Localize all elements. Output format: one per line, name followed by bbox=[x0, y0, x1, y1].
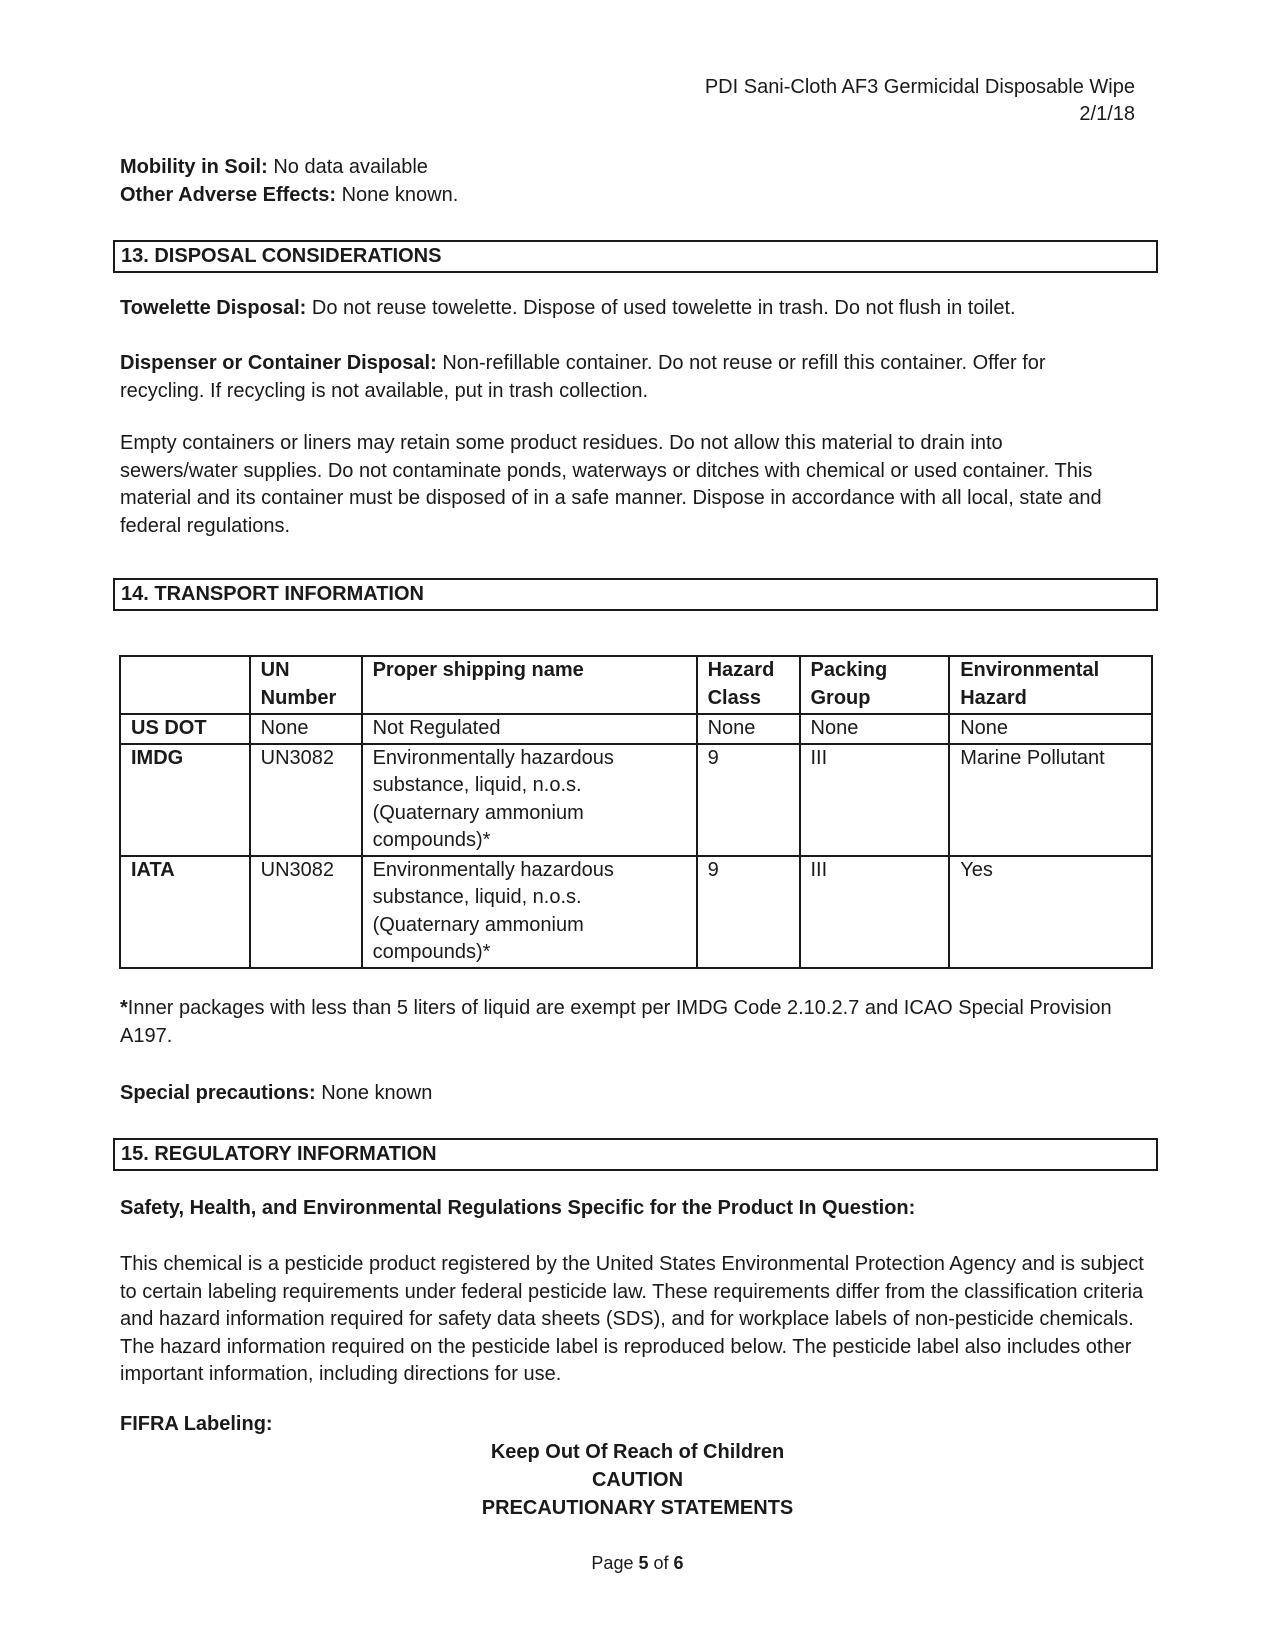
precautions-value: None known bbox=[321, 1082, 433, 1104]
table-row bbox=[120, 856, 1152, 968]
table-cell: IATA bbox=[120, 856, 250, 968]
of-word: of bbox=[653, 1553, 669, 1573]
table-cell: None bbox=[697, 714, 800, 744]
footnote-mark: * bbox=[120, 997, 128, 1019]
towelette-text: Do not reuse towelette. Dispose of used towelette in trash. Do not flush in toilet. bbox=[311, 297, 1016, 319]
adverse-label: Other Adverse Effects: bbox=[120, 183, 336, 206]
adverse-value: None known. bbox=[341, 183, 459, 206]
column-header: Proper shipping name bbox=[362, 656, 697, 714]
product-name: PDI Sani-Cloth AF3 Germicidal Disposable Wipe bbox=[704, 76, 1135, 98]
table-cell: Yes bbox=[949, 856, 1152, 968]
column-header bbox=[120, 656, 250, 714]
table-cell: III bbox=[800, 744, 950, 856]
section-13-title: 13. DISPOSAL CONSIDERATIONS bbox=[113, 240, 1158, 273]
transport-table bbox=[119, 655, 1153, 969]
table-cell: III bbox=[800, 856, 950, 968]
transport-footnote bbox=[120, 995, 1165, 1050]
towelette-disposal bbox=[120, 295, 1170, 323]
page-number: 5 bbox=[638, 1553, 649, 1573]
table-cell: Environmentally hazardous substance, liquid, n.o.s. (Quaternary ammonium compounds)* bbox=[362, 744, 697, 856]
container-disposal bbox=[120, 350, 1080, 405]
table-cell: 9 bbox=[697, 744, 800, 856]
keep-out-of-reach: Keep Out Of Reach of Children bbox=[490, 1441, 785, 1463]
precautionary-statements: PRECAUTIONARY STATEMENTS bbox=[481, 1497, 794, 1519]
table-row bbox=[120, 744, 1152, 856]
column-header: Environmental Hazard bbox=[949, 656, 1152, 714]
empty-containers-text: Empty containers or liners may retain some product residues. Do not allow this material to drain into sewers/water supplies. Do not contaminate ponds, waterways or ditches with chemical or used container. This material and its container must be disposed of in a safe manner. Dispose in accordance with all local, state and federal regulations. bbox=[120, 432, 1102, 537]
table-cell: IMDG bbox=[120, 744, 250, 856]
column-header: UN Number bbox=[250, 656, 362, 714]
regulatory-body-text: This chemical is a pesticide product registered by the United States Environmental Protection Agency and is subject to certain labeling requirements under federal pesticide law. These requirements differ from the classification criteria and hazard information required for safety data sheets (SDS), and for workplace labels of non-pesticide chemicals. The hazard information required on the pesticide label is reproduced below. The pesticide label also includes other important information, including directions for use. bbox=[120, 1253, 1144, 1385]
table-cell: Marine Pollutant bbox=[949, 744, 1152, 856]
mobility-label: Mobility in Soil: bbox=[120, 156, 268, 178]
table-cell: 9 bbox=[697, 856, 800, 968]
page-footer bbox=[0, 1550, 1275, 1578]
table-cell: UN3082 bbox=[250, 856, 362, 968]
container-text: Non-refillable container. Do not reuse or refill this container. Offer for recycling. If recycling is not available, put in trash collection. bbox=[120, 352, 1046, 402]
column-header: Hazard Class bbox=[697, 656, 800, 714]
container-label: Dispenser or Container Disposal: bbox=[120, 352, 437, 374]
table-cell: None bbox=[250, 714, 362, 744]
column-header: Packing Group bbox=[800, 656, 950, 714]
document-header bbox=[705, 74, 1135, 128]
towelette-label: Towelette Disposal: bbox=[120, 297, 307, 319]
regulations-subheading: Safety, Health, and Environmental Regulations Specific for the Product In Question: bbox=[120, 1197, 916, 1219]
table-header-row bbox=[120, 656, 1152, 714]
table-cell: None bbox=[800, 714, 950, 744]
table-cell: Environmentally hazardous substance, liquid, n.o.s. (Quaternary ammonium compounds)* bbox=[362, 856, 697, 968]
mobility-value: No data available bbox=[273, 156, 428, 178]
fifra-labeling-label: FIFRA Labeling: bbox=[120, 1413, 273, 1435]
table-cell: Not Regulated bbox=[362, 714, 697, 744]
table-cell: None bbox=[949, 714, 1152, 744]
revision-date: 2/1/18 bbox=[1079, 103, 1135, 125]
table-row bbox=[120, 714, 1152, 744]
section-14-title: 14. TRANSPORT INFORMATION bbox=[113, 578, 1158, 611]
page-word: Page bbox=[591, 1553, 634, 1573]
table-cell: US DOT bbox=[120, 714, 250, 744]
precautions-label: Special precautions: bbox=[120, 1082, 316, 1104]
page-total: 6 bbox=[673, 1553, 684, 1573]
table-cell: UN3082 bbox=[250, 744, 362, 856]
special-precautions bbox=[120, 1080, 1170, 1108]
section-15-title: 15. REGULATORY INFORMATION bbox=[113, 1138, 1158, 1171]
caution-word: CAUTION bbox=[591, 1469, 684, 1491]
footnote-text: Inner packages with less than 5 liters of liquid are exempt per IMDG Code 2.10.2.7 and ICAO Special Provision A197. bbox=[120, 997, 1112, 1047]
mobility-in-soil bbox=[120, 154, 1170, 209]
